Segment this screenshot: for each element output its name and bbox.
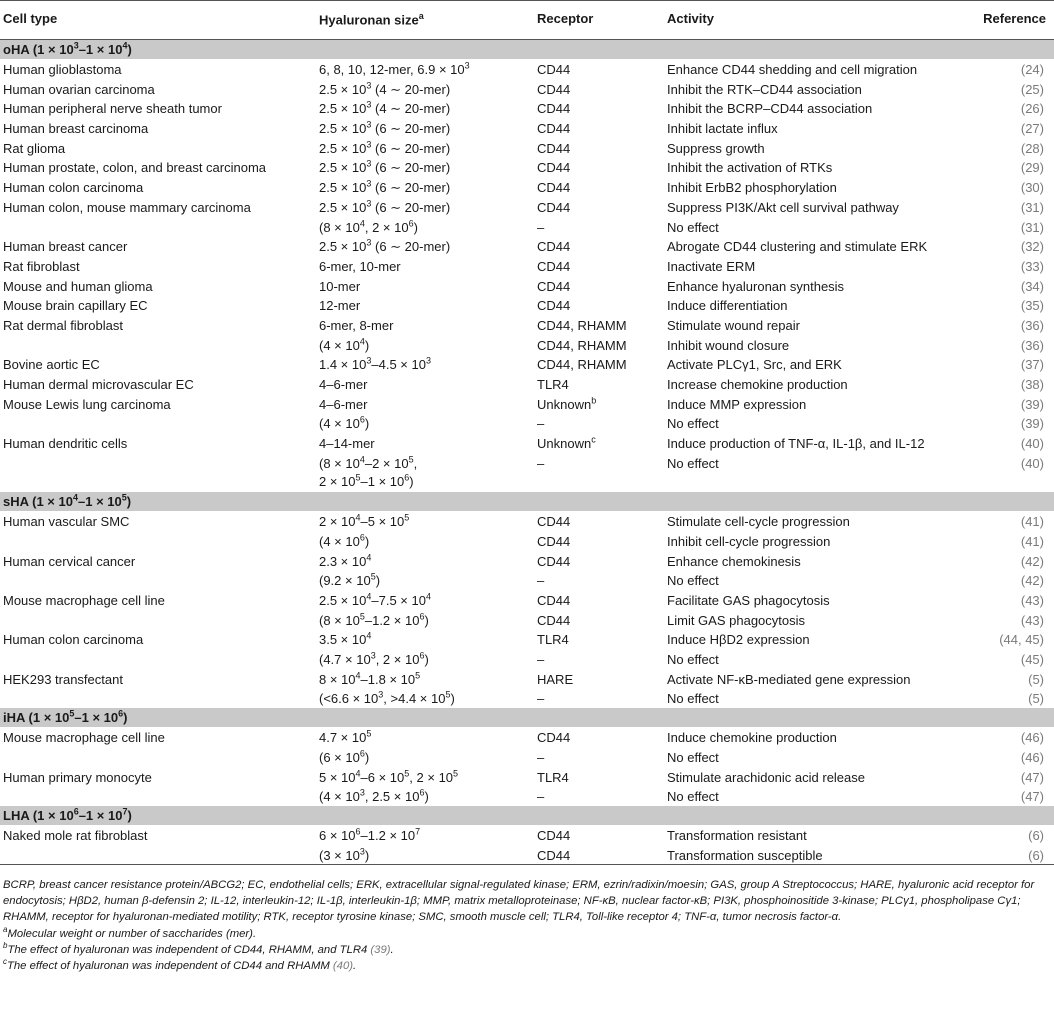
receptor: HARE bbox=[537, 671, 574, 687]
reference-link[interactable]: (25) bbox=[1020, 81, 1044, 97]
receptor: CD44 bbox=[537, 121, 571, 137]
hyaluronan-size: $8 \times 10^4-1.8 \times 10^5$ bbox=[319, 670, 421, 687]
activity: Transformation resistant bbox=[667, 827, 807, 843]
reference-link[interactable]: (46) bbox=[1020, 730, 1044, 746]
table-row bbox=[0, 825, 1054, 845]
cell-type: Human dendritic cells bbox=[3, 436, 128, 452]
receptor: – bbox=[537, 691, 545, 707]
section-heading: LHA $(1 \times 10^6-1 \times 10^7)$ bbox=[0, 806, 1054, 825]
reference-link[interactable]: (40) bbox=[1020, 455, 1044, 471]
table-row bbox=[0, 590, 1054, 610]
footnote-abbreviations: BCRP, breast cancer resistance protein/ABCG2; EC, endothelial cells; ERK, extracellular signal-regulated kinase; ERM, ezrin/radixin/moesin; GAS, group A Streptococcus; HARE, hyaluronic acid receptor for endocytosis; HβD2, human β-defensin 2; IL-12, interleukin-12; IL-1β, interleukin-1β; MMP, matrix metalloproteinase; NF-κB, nuclear factor-κB; PI3K, phosphoinositide 3-kinase; PLCγ1, phospholipase Cγ1; RHAMM, receptor for hyaluronan-mediated motility; RTK, receptor tyrosine kinase; SMC, smooth muscle cell; TLR4, Toll-like receptor 4; TNF-α, tumor necrosis factor-α. bbox=[3, 879, 1035, 924]
activity: No effect bbox=[667, 691, 719, 707]
table-row bbox=[0, 551, 1054, 571]
reference-link[interactable]: (39) bbox=[1020, 396, 1044, 412]
hyaluronan-size: $(8 \times 10^5-1.2 \times 10^6)$ bbox=[319, 611, 429, 628]
section-heading: sHA $(1 \times 10^4-1 \times 10^5)$ bbox=[0, 492, 1054, 511]
hyaluronan-size: $3.5 \times 10^4$ bbox=[319, 631, 372, 648]
receptor: CD44 bbox=[537, 593, 571, 608]
hyaluronan-size: $2.5 \times 10^3$ (6 ∼ 20-mer) bbox=[319, 139, 451, 156]
activity: No effect bbox=[667, 219, 719, 235]
reference-link[interactable]: (46) bbox=[1020, 749, 1044, 765]
hyaluronan-size: $(9.2 \times 10^5)$ bbox=[319, 571, 381, 589]
cell-type: Human breast carcinoma bbox=[3, 121, 149, 137]
receptor: CD44 bbox=[537, 199, 571, 215]
cell-type: Human breast cancer bbox=[3, 239, 128, 255]
table-header bbox=[0, 0, 1054, 40]
table-row bbox=[0, 217, 1054, 237]
cell-type: Bovine aortic EC bbox=[3, 357, 100, 373]
hyaluronan-size: $2.5 \times 10^3$ (4 ∼ 20-mer) bbox=[319, 100, 451, 117]
hyaluronan-size: 4–14-mer bbox=[319, 436, 375, 452]
table-row bbox=[0, 59, 1054, 79]
table-row bbox=[0, 79, 1054, 99]
receptor: – bbox=[537, 455, 545, 471]
col-size: Hyaluronan size$^a$ bbox=[319, 11, 424, 28]
receptor: CD44 bbox=[537, 62, 571, 77]
table-row bbox=[0, 295, 1054, 315]
cell-type: Human primary monocyte bbox=[3, 769, 152, 785]
receptor: CD44 bbox=[537, 180, 571, 196]
activity: Inactivate ERM bbox=[667, 258, 756, 274]
reference-link[interactable]: (34) bbox=[1020, 278, 1044, 294]
table-row bbox=[0, 511, 1054, 531]
table-row bbox=[0, 236, 1054, 256]
activity: No effect bbox=[667, 573, 719, 589]
table-row bbox=[0, 570, 1054, 590]
receptor: CD44, RHAMM bbox=[537, 337, 627, 353]
reference-link[interactable]: (44, 45) bbox=[999, 632, 1044, 648]
hyaluronan-size: $2.5 \times 10^4-7.5 \times 10^4$ bbox=[319, 591, 431, 608]
receptor: CD44 bbox=[537, 140, 571, 156]
reference-link[interactable]: (43) bbox=[1020, 612, 1044, 628]
hyaluronan-size: $2 \times 10^4-5 \times 10^5$ bbox=[319, 512, 410, 530]
reference-link[interactable]: (42) bbox=[1020, 553, 1044, 569]
reference-link[interactable]: (30) bbox=[1020, 180, 1044, 196]
reference-link[interactable]: (41) bbox=[1020, 533, 1044, 549]
table-row bbox=[0, 727, 1054, 747]
receptor: – bbox=[537, 573, 545, 589]
activity: Activate NF-κB-mediated gene expression bbox=[667, 671, 911, 687]
cell-type: Human ovarian carcinoma bbox=[3, 81, 155, 97]
table-row bbox=[0, 629, 1054, 649]
hyaluronan-size: $(6 \times 10^6)$ bbox=[319, 748, 370, 765]
hyaluronan-size: $(4 \times 10^6)$ bbox=[319, 415, 370, 432]
reference-link[interactable]: (38) bbox=[1020, 377, 1044, 392]
activity: Inhibit cell-cycle progression bbox=[667, 533, 831, 549]
reference-link[interactable]: (42) bbox=[1020, 573, 1044, 589]
activity: Inhibit wound closure bbox=[667, 337, 790, 353]
activity: Induce HβD2 expression bbox=[667, 632, 810, 648]
reference-link[interactable]: (31) bbox=[1020, 199, 1044, 215]
receptor: CD44, RHAMM bbox=[537, 357, 627, 373]
table-row bbox=[0, 276, 1054, 296]
activity: Inhibit the activation of RTKs bbox=[667, 160, 833, 176]
hyaluronan-size: 6, 8, 10, 12-mer, $6.9 \times 10^3$ bbox=[319, 60, 470, 77]
reference-link[interactable]: (41) bbox=[1020, 514, 1044, 530]
activity: Enhance CD44 shedding and cell migration bbox=[667, 62, 918, 77]
cell-type: Human prostate, colon, and breast carcinoma bbox=[3, 160, 267, 176]
cell-type: Rat glioma bbox=[3, 140, 66, 156]
cell-type: HEK293 transfectant bbox=[3, 671, 123, 687]
reference-link[interactable]: (36) bbox=[1020, 337, 1044, 353]
reference-link[interactable]: (29) bbox=[1020, 160, 1044, 176]
table-row bbox=[0, 157, 1054, 177]
reference-link[interactable]: (6) bbox=[1028, 847, 1044, 863]
reference-link[interactable]: (26) bbox=[1020, 101, 1044, 117]
activity: Facilitate GAS phagocytosis bbox=[667, 593, 830, 608]
reference-link[interactable]: (45) bbox=[1020, 652, 1044, 668]
hyaluronan-size: $(4 \times 10^6)$ bbox=[319, 532, 370, 549]
receptor: – bbox=[537, 789, 545, 805]
activity: No effect bbox=[667, 455, 719, 471]
table-row bbox=[0, 394, 1054, 414]
receptor: CD44 bbox=[537, 298, 571, 314]
receptor: CD44 bbox=[537, 514, 571, 530]
reference-link[interactable]: (43) bbox=[1020, 593, 1044, 608]
receptor: CD44 bbox=[537, 612, 571, 628]
reference-link[interactable]: (32) bbox=[1020, 239, 1044, 255]
activity: Stimulate cell-cycle progression bbox=[667, 514, 850, 530]
table-row bbox=[0, 845, 1054, 865]
hyaluronan-size: $5 \times 10^4-6 \times 10^5$, $2 \times 10^5$ bbox=[319, 768, 459, 785]
cell-type: Human glioblastoma bbox=[3, 62, 122, 77]
activity: Stimulate arachidonic acid release bbox=[667, 769, 865, 785]
activity: Inhibit the RTK–CD44 association bbox=[667, 81, 862, 97]
hyaluronan-size: ($<6.6 \times 10^3$, $>4.4 \times 10^5$) bbox=[319, 690, 455, 707]
table-row bbox=[0, 138, 1054, 158]
col-reference: Reference bbox=[983, 11, 1046, 26]
hyaluronan-size: $2.5 \times 10^3$ (6 ∼ 20-mer) bbox=[319, 198, 451, 215]
table-row bbox=[0, 315, 1054, 335]
table-row bbox=[0, 335, 1054, 355]
activity: Induce chemokine production bbox=[667, 730, 837, 746]
cell-type: Mouse Lewis lung carcinoma bbox=[3, 396, 171, 412]
activity: Enhance hyaluronan synthesis bbox=[667, 278, 845, 294]
activity: Inhibit lactate influx bbox=[667, 121, 778, 137]
table-bottom-rule bbox=[0, 864, 1054, 865]
hyaluronan-size: ($8 \times 10^4-2 \times 10^5$, $2 \times 10^5-1 \times 10^6$) bbox=[319, 454, 418, 489]
receptor: – bbox=[537, 749, 545, 765]
hyaluronan-size: ($4.7 \times 10^3$, $2 \times 10^6$) bbox=[319, 650, 429, 668]
reference-link[interactable]: (24) bbox=[1020, 62, 1044, 77]
footnote-b: $^b$The effect of hyaluronan was independent of CD44, RHAMM, and TLR4 (39). bbox=[3, 941, 394, 956]
receptor: CD44 bbox=[537, 81, 571, 97]
hyaluronan-size: 6-mer, 8-mer bbox=[319, 317, 394, 333]
section-heading: iHA $(1 \times 10^5-1 \times 10^6)$ bbox=[0, 708, 1054, 727]
receptor: Unknown$^c$ bbox=[537, 434, 596, 452]
footnote-c-ref[interactable]: (40) bbox=[332, 960, 354, 973]
reference-link[interactable]: (37) bbox=[1020, 357, 1044, 373]
table-row bbox=[0, 433, 1054, 453]
receptor: CD44, RHAMM bbox=[537, 317, 627, 333]
receptor: CD44 bbox=[537, 258, 571, 274]
cell-type: Rat fibroblast bbox=[3, 258, 80, 274]
reference-link[interactable]: (39) bbox=[1020, 416, 1044, 432]
receptor: CD44 bbox=[537, 101, 571, 117]
cell-type: Mouse macrophage cell line bbox=[3, 730, 165, 746]
table-row bbox=[0, 688, 1054, 708]
table-row bbox=[0, 413, 1054, 433]
section-heading: oHA $(1 \times 10^3-1 \times 10^4)$ bbox=[0, 40, 1054, 59]
receptor: CD44 bbox=[537, 553, 571, 569]
activity: No effect bbox=[667, 416, 719, 432]
hyaluronan-size: $2.5 \times 10^3$ (4 ∼ 20-mer) bbox=[319, 80, 451, 97]
receptor: – bbox=[537, 652, 545, 668]
activity: Abrogate CD44 clustering and stimulate ERK bbox=[667, 239, 928, 255]
reference-link[interactable]: (47) bbox=[1020, 769, 1044, 785]
table-row bbox=[0, 767, 1054, 787]
table-row bbox=[0, 374, 1054, 394]
receptor: TLR4 bbox=[537, 769, 569, 785]
activity: Induce production of TNF-α, IL-1β, and IL-12 bbox=[667, 436, 925, 452]
cell-type: Human peripheral nerve sheath tumor bbox=[3, 101, 222, 117]
hyaluronan-size: 4–6-mer bbox=[319, 396, 368, 412]
receptor: TLR4 bbox=[537, 377, 569, 392]
reference-link[interactable]: (6) bbox=[1028, 827, 1044, 843]
cell-type: Human colon carcinoma bbox=[3, 180, 144, 196]
footnote-b-ref[interactable]: (39) bbox=[370, 943, 391, 956]
activity: Induce MMP expression bbox=[667, 396, 807, 412]
footnote-a: $^a$Molecular weight or number of saccharides (mer). bbox=[3, 924, 257, 940]
table-body bbox=[0, 40, 1054, 864]
cell-type: Human dermal microvascular EC bbox=[3, 377, 194, 392]
table-row bbox=[0, 669, 1054, 689]
table-row bbox=[0, 747, 1054, 767]
table-row bbox=[0, 786, 1054, 806]
hyaluronan-size: 6-mer, 10-mer bbox=[319, 258, 401, 274]
cell-type: Human cervical cancer bbox=[3, 553, 136, 569]
reference-link[interactable]: (36) bbox=[1020, 317, 1044, 333]
reference-link[interactable]: (5) bbox=[1028, 671, 1044, 687]
receptor: Unknown$^b$ bbox=[537, 395, 597, 412]
activity: Activate PLCγ1, Src, and ERK bbox=[667, 357, 842, 373]
activity: Inhibit ErbB2 phosphorylation bbox=[667, 180, 837, 196]
table-row bbox=[0, 197, 1054, 217]
col-receptor: Receptor bbox=[537, 11, 594, 26]
hyaluronan-size: ($8 \times 10^4$, $2 \times 10^6$) bbox=[319, 218, 418, 235]
receptor: CD44 bbox=[537, 278, 571, 294]
activity: Limit GAS phagocytosis bbox=[667, 612, 806, 628]
receptor: CD44 bbox=[537, 160, 571, 176]
col-cell-type: Cell type bbox=[3, 11, 58, 26]
reference-link[interactable]: (33) bbox=[1020, 258, 1044, 274]
cell-type: Human vascular SMC bbox=[3, 514, 130, 530]
hyaluronan-size: $4.7 \times 10^5$ bbox=[319, 728, 372, 746]
hyaluronan-size: $2.5 \times 10^3$ (6 ∼ 20-mer) bbox=[319, 159, 451, 176]
activity: Increase chemokine production bbox=[667, 377, 848, 392]
activity: No effect bbox=[667, 789, 719, 805]
cell-type: Naked mole rat fibroblast bbox=[3, 827, 148, 843]
hyaluronan-size: $(3 \times 10^3)$ bbox=[319, 846, 370, 863]
activity: No effect bbox=[667, 652, 719, 668]
reference-link[interactable]: (40) bbox=[1020, 436, 1044, 452]
activity: Inhibit the BCRP–CD44 association bbox=[667, 101, 873, 117]
hyaluronan-size: $2.5 \times 10^3$ (6 ∼ 20-mer) bbox=[319, 119, 451, 137]
reference-link[interactable]: (47) bbox=[1020, 789, 1044, 805]
hyaluronan-size: 4–6-mer bbox=[319, 377, 368, 392]
activity: Suppress growth bbox=[667, 140, 765, 156]
cell-type: Mouse and human glioma bbox=[3, 278, 153, 294]
cell-type: Mouse brain capillary EC bbox=[3, 298, 148, 314]
activity: Induce differentiation bbox=[667, 298, 788, 314]
reference-link[interactable]: (31) bbox=[1020, 219, 1044, 235]
receptor: CD44 bbox=[537, 533, 571, 549]
activity: No effect bbox=[667, 749, 719, 765]
receptor: CD44 bbox=[537, 827, 571, 843]
hyaluronan-size: 10-mer bbox=[319, 278, 361, 294]
receptor: CD44 bbox=[537, 730, 571, 746]
activity: Suppress PI3K/Akt cell survival pathway bbox=[667, 199, 899, 215]
table-row bbox=[0, 98, 1054, 118]
receptor: TLR4 bbox=[537, 632, 569, 648]
receptor: – bbox=[537, 416, 545, 432]
hyaluronan-size: ($4 \times 10^3$, $2.5 \times 10^6$) bbox=[319, 787, 429, 805]
table-row bbox=[0, 531, 1054, 551]
table-row bbox=[0, 177, 1054, 197]
hyaluronan-size: $(4 \times 10^4)$ bbox=[319, 336, 370, 353]
table-row bbox=[0, 256, 1054, 276]
activity: Transformation susceptible bbox=[667, 847, 823, 863]
hyaluronan-size: $2.3 \times 10^4$ bbox=[319, 552, 372, 569]
receptor: – bbox=[537, 219, 545, 235]
hyaluronan-size: 12-mer bbox=[319, 298, 361, 314]
hyaluronan-size: $2.5 \times 10^3$ (6 ∼ 20-mer) bbox=[319, 178, 451, 196]
reference-link[interactable]: (5) bbox=[1028, 691, 1044, 707]
cell-type: Human colon, mouse mammary carcinoma bbox=[3, 199, 251, 215]
table-row bbox=[0, 118, 1054, 138]
cell-type: Human colon carcinoma bbox=[3, 632, 144, 648]
cell-type: Mouse macrophage cell line bbox=[3, 593, 165, 608]
col-activity: Activity bbox=[667, 11, 714, 26]
receptor: CD44 bbox=[537, 847, 571, 863]
table-row bbox=[0, 453, 1054, 493]
table-row bbox=[0, 610, 1054, 630]
footnote-c: $^c$The effect of hyaluronan was independent of CD44 and RHAMM (40). bbox=[3, 957, 357, 973]
hyaluronan-size: $6 \times 10^6-1.2 \times 10^7$ bbox=[319, 826, 421, 843]
reference-link[interactable]: (28) bbox=[1020, 140, 1044, 156]
reference-link[interactable]: (27) bbox=[1020, 121, 1044, 137]
hyaluronan-size: $1.4 \times 10^3-4.5 \times 10^3$ bbox=[319, 355, 431, 373]
table-row bbox=[0, 649, 1054, 669]
reference-link[interactable]: (35) bbox=[1020, 298, 1044, 314]
activity: Enhance chemokinesis bbox=[667, 553, 801, 569]
table-footnotes bbox=[3, 877, 1051, 974]
cell-type: Rat dermal fibroblast bbox=[3, 317, 123, 333]
activity: Stimulate wound repair bbox=[667, 317, 800, 333]
receptor: CD44 bbox=[537, 239, 571, 255]
table-row bbox=[0, 354, 1054, 374]
hyaluronan-size: $2.5 \times 10^3$ (6 ∼ 20-mer) bbox=[319, 237, 451, 255]
